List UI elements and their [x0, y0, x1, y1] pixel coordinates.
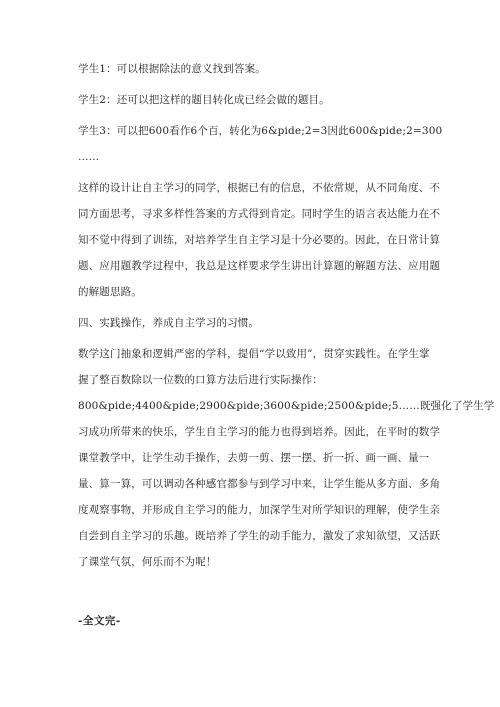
practice-paragraph-line: 量、算一算，可以调动各种感官都参与到学习中来，让学生能从多方面、多角	[78, 478, 441, 490]
design-paragraph-line: 同方面思考，寻求多样性答案的方式得到肯定。同时学生的语言表达能力在不	[78, 208, 441, 220]
practice-paragraph-line: 习成功所带来的快乐，学生自主学习的能力也得到培养。因此，在平时的数学	[78, 426, 441, 438]
practice-paragraph-line: 了课堂气氛，何乐而不为呢！	[78, 556, 217, 568]
practice-paragraph-line: 握了整百数除以一位数的口算方法后进行实际操作：	[78, 374, 323, 386]
student2-answer: 学生2：还可以把这样的题目转化成已经会做的题目。	[78, 94, 330, 106]
practice-paragraph-line: 度观察事物，并形成自主学习的能力，加深学生对所学知识的理解，使学生亲	[78, 504, 441, 516]
end-mark: -全文完-	[78, 615, 121, 627]
ellipsis-line: ……	[78, 151, 100, 163]
practice-paragraph-line: 数学这门抽象和逻辑严密的学科，提倡“学以致用”，贯穿实践性。在学生掌	[78, 348, 430, 360]
section-heading: 四、实践操作，养成自主学习的习惯。	[78, 317, 260, 329]
design-paragraph-line: 题、应用题教学过程中，我总是这样要求学生讲出计算题的解题方法、应用题	[78, 260, 441, 272]
practice-paragraph-line: 800&pide;4400&pide;2900&pide;3600&pide;2500&pide;5……既强化了学生学	[78, 400, 495, 412]
design-paragraph-line: 知不觉中得到了训练，对培养学生自主学习是十分必要的。因此，在日常计算	[78, 234, 441, 246]
student1-answer: 学生1：可以根据除法的意义找到答案。	[78, 63, 266, 75]
practice-paragraph-line: 课堂教学中，让学生动手操作，去剪一剪、摆一摆、折一折、画一画、量一	[78, 452, 430, 464]
design-paragraph-line: 这样的设计让自主学习的同学，根据已有的信息，不依常规，从不同角度、不	[78, 182, 441, 194]
practice-paragraph-line: 自尝到自主学习的乐趣。既培养了学生的动手能力，激发了求知欲望，又活跃	[78, 530, 441, 542]
design-paragraph-line: 的解题思路。	[78, 286, 142, 298]
student3-answer: 学生3：可以把600看作6个百，转化为6&pide;2=3因此600&pide;2=300	[78, 125, 443, 137]
